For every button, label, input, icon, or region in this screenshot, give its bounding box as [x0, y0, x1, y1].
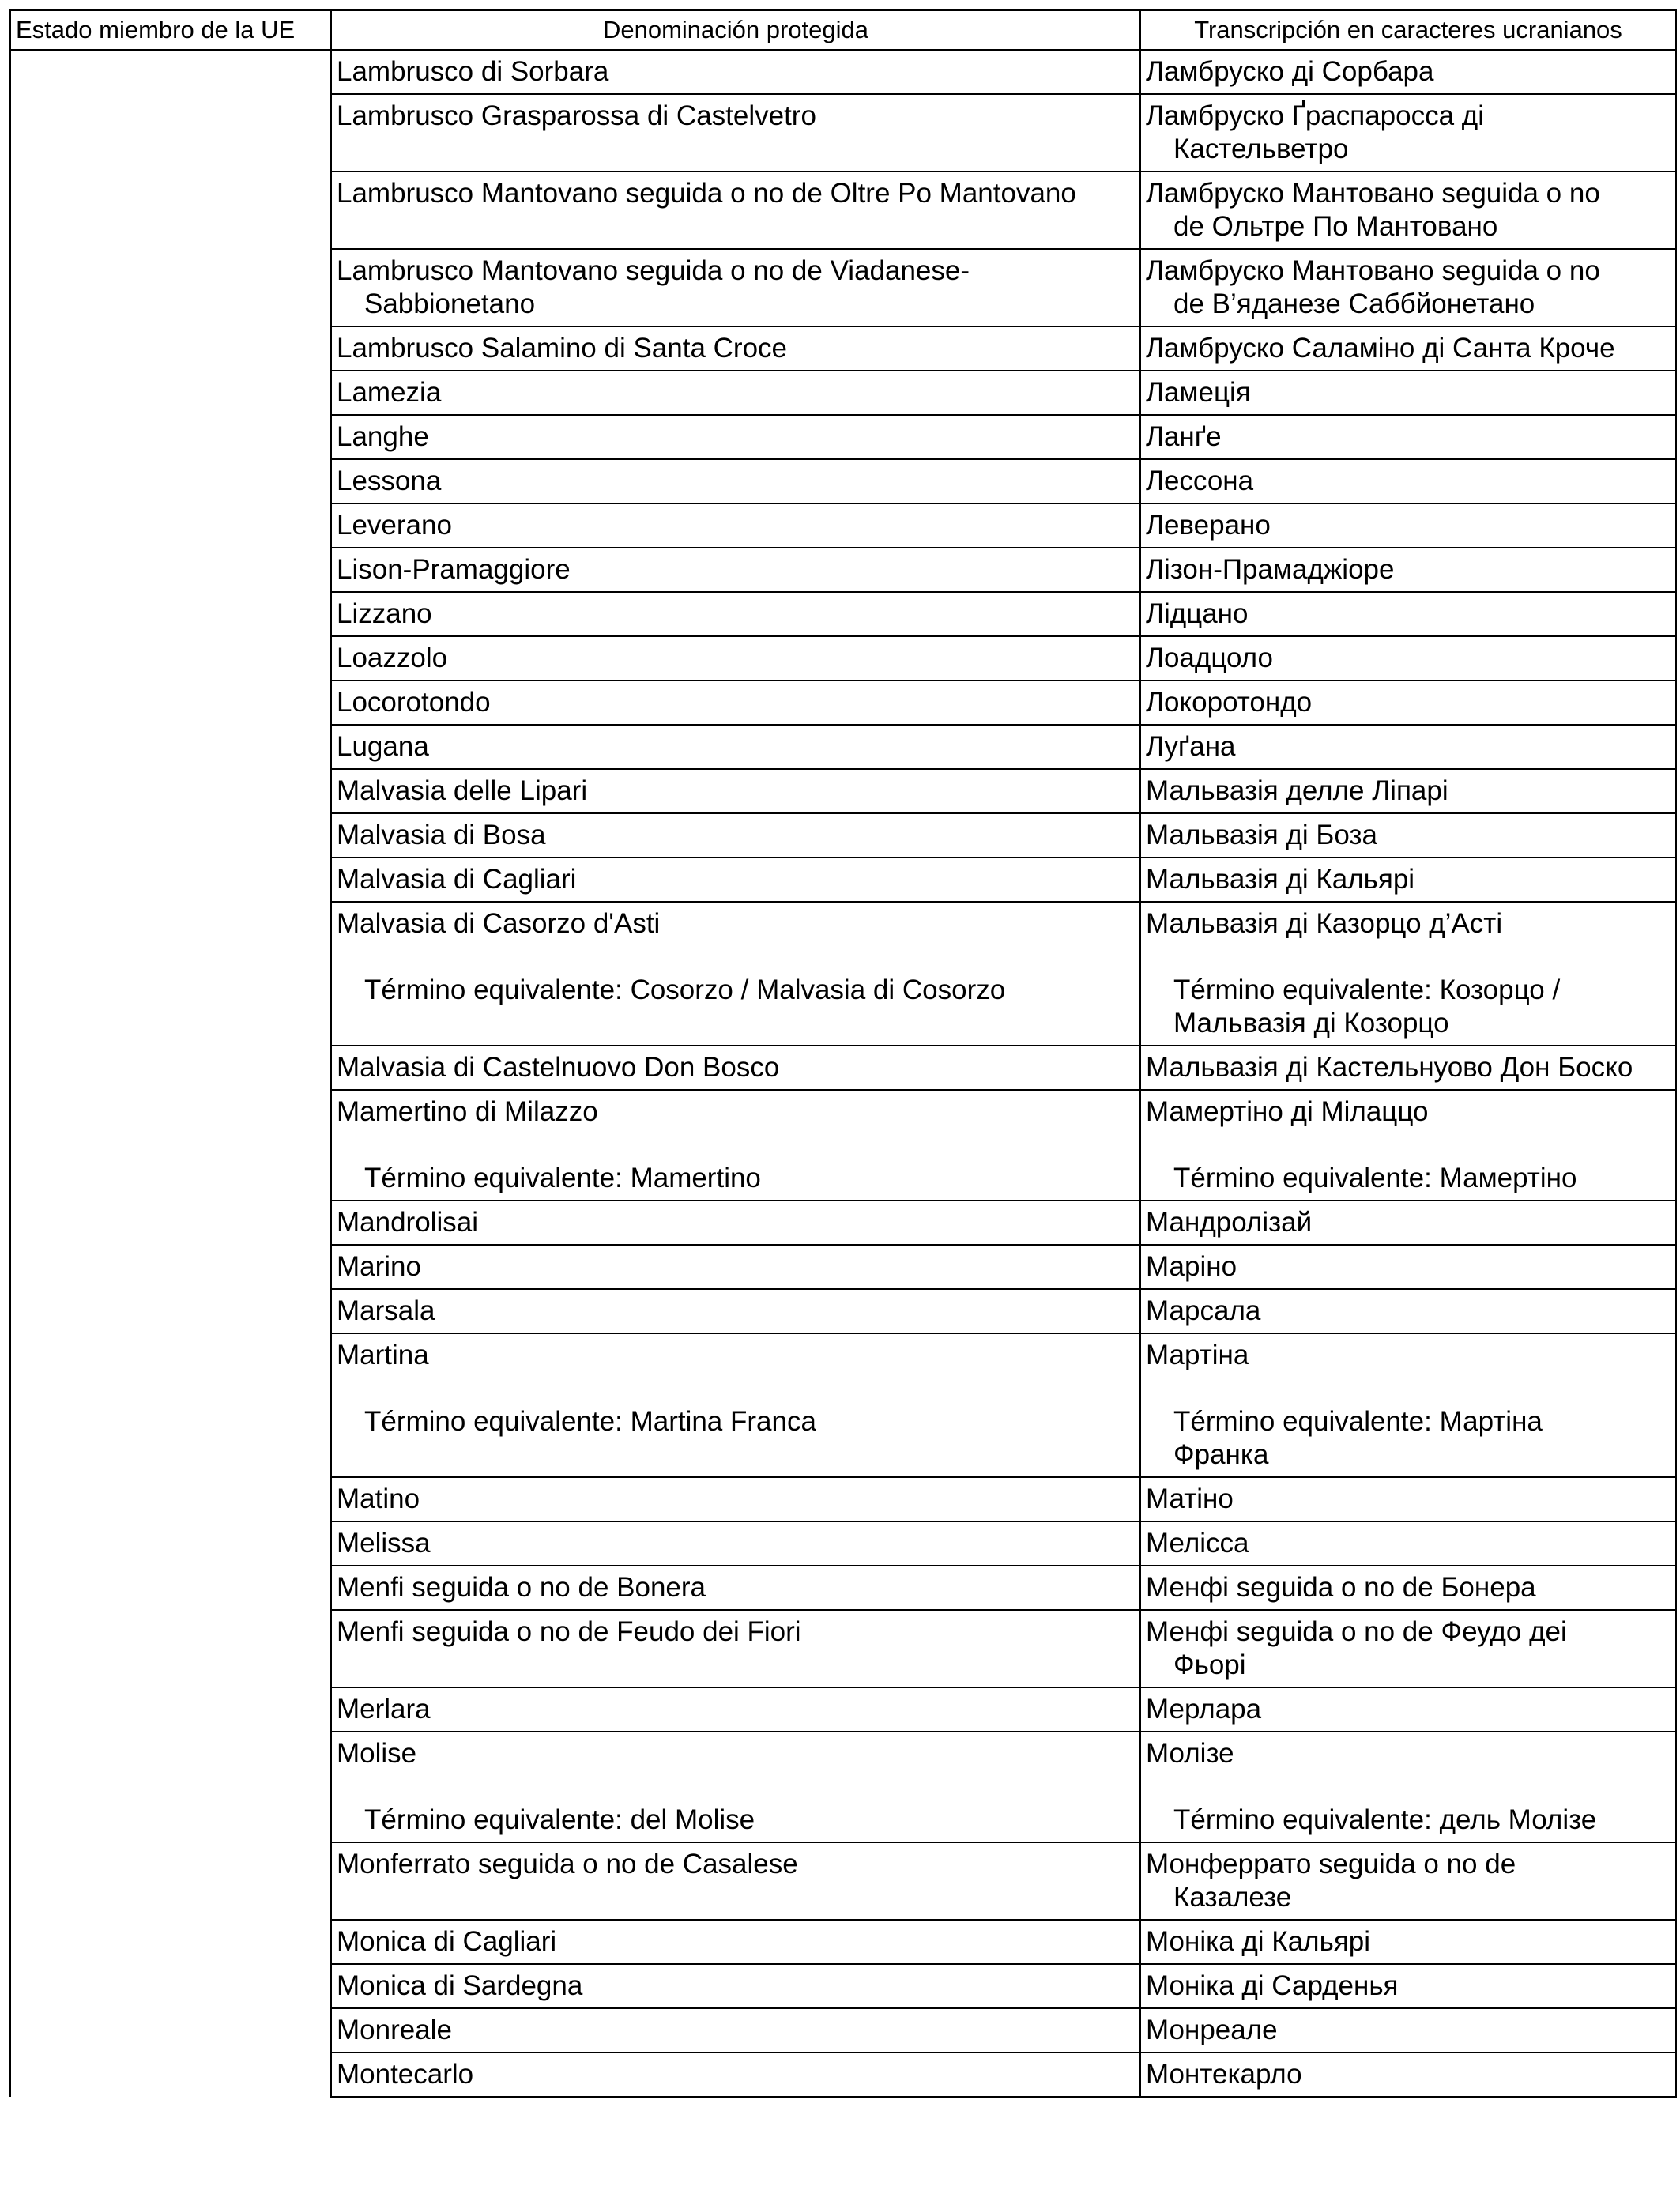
transcription-cell [1140, 1046, 1676, 1090]
denomination-cell [331, 725, 1140, 769]
denomination-cell-text: Loazzolo [337, 643, 448, 673]
transcription-cell [1140, 1090, 1676, 1201]
denomination-cell-text: Lambrusco Mantovano seguida o no de Oltre Po Mantovano [337, 178, 1076, 209]
denomination-cell [331, 858, 1140, 902]
transcription-cell [1140, 769, 1676, 813]
denomination-cell-text: Menfi seguida o no de Bonera [337, 1572, 706, 1603]
transcription-cell-text: Монреале [1146, 2015, 1278, 2045]
transcription-cell-text: Моніка ді Сарденья [1146, 1970, 1399, 2001]
denomination-cell-text: Lambrusco Grasparossa di Castelvetro [337, 100, 816, 131]
transcription-cell-text: Мамертіно ді Мілаццо [1146, 1096, 1429, 1127]
transcription-cell-text: Ланґе [1146, 421, 1222, 452]
transcription-cell [1140, 2053, 1676, 2097]
spacer [337, 941, 1136, 974]
transcription-cell-text: Ламеція [1146, 377, 1251, 408]
transcription-cell [1140, 459, 1676, 503]
denomination-cell-text: Lambrusco Salamino di Santa Croce [337, 333, 788, 364]
transcription-cell-text: Матіно [1146, 1483, 1234, 1514]
transcription-cell-text: Кастельветро [1173, 134, 1349, 164]
denomination-cell [331, 636, 1140, 680]
denomination-cell [331, 680, 1140, 725]
transcription-cell [1140, 680, 1676, 725]
equivalent-term-text: Término equivalente: del Molise [364, 1804, 755, 1835]
transcription-cell [1140, 1333, 1676, 1477]
transcription-cell [1140, 1842, 1676, 1920]
header-row [10, 10, 1676, 50]
denomination-cell-text: Lugana [337, 731, 429, 762]
table-header [10, 10, 1676, 50]
equivalent-term-text: Мальвазія ді Козорцо [1173, 1008, 1449, 1039]
transcription-cell [1140, 636, 1676, 680]
denomination-cell-text: Malvasia di Casorzo d'Asti [337, 908, 661, 939]
transcription-cell [1140, 1289, 1676, 1333]
denomination-cell-text: Mamertino di Milazzo [337, 1096, 598, 1127]
transcription-cell-text: de Ольтре По Мантовано [1173, 211, 1498, 242]
denomination-cell-text: Lison-Pramaggiore [337, 554, 571, 585]
transcription-cell [1140, 858, 1676, 902]
equivalent-term-text: Término equivalente: Martina Franca [364, 1406, 816, 1437]
denomination-cell-text: Matino [337, 1483, 420, 1514]
denomination-cell [331, 1090, 1140, 1201]
denomination-cell [331, 1610, 1140, 1687]
transcription-cell-text: Ламбруско Мантовано seguida o no [1146, 255, 1600, 286]
transcription-cell [1140, 503, 1676, 548]
transcription-cell-text: Лессона [1146, 466, 1254, 496]
denomination-cell [331, 902, 1140, 1046]
transcription-cell-text: de В’яданезе Саббйонетано [1173, 288, 1535, 319]
denomination-cell [331, 1477, 1140, 1521]
header-protected-denomination: Denominación protegida [331, 10, 1140, 50]
denomination-cell [331, 1566, 1140, 1610]
denomination-cell [331, 1333, 1140, 1477]
denomination-cell-text: Lizzano [337, 598, 432, 629]
transcription-cell-text: Менфі seguida o no de Феудо деі [1146, 1616, 1567, 1647]
equivalent-term-text: Término equivalente: Мамертіно [1173, 1163, 1577, 1193]
denomination-cell-text: Menfi seguida o no de Feudo dei Fiori [337, 1616, 801, 1647]
denomination-cell-text: Lessona [337, 466, 442, 496]
equivalent-term-text: Término equivalente: Mamertino [364, 1163, 761, 1193]
transcription-cell [1140, 902, 1676, 1046]
transcription-cell [1140, 1521, 1676, 1566]
transcription-cell [1140, 415, 1676, 459]
denomination-cell-text: Molise [337, 1738, 417, 1769]
denomination-cell [331, 1521, 1140, 1566]
transcription-cell [1140, 592, 1676, 636]
transcription-cell-text: Леверано [1146, 510, 1271, 541]
transcription-cell-text: Мальвазія ді Кальярі [1146, 864, 1415, 895]
transcription-cell-text: Моніка ді Кальярі [1146, 1926, 1371, 1957]
spacer [1146, 1770, 1672, 1804]
transcription-cell-text: Ламбруско Ґраспаросса ді [1146, 100, 1484, 131]
transcription-cell-text: Молізе [1146, 1738, 1234, 1769]
transcription-cell-text: Казалезе [1173, 1882, 1292, 1913]
transcription-cell-text: Мартіна [1146, 1340, 1249, 1370]
transcription-cell [1140, 172, 1676, 249]
transcription-cell-text: Мальвазія ді Кастельнуово Дон Боско [1146, 1052, 1633, 1083]
transcription-cell [1140, 1964, 1676, 2008]
transcription-cell [1140, 94, 1676, 172]
denomination-cell [331, 1201, 1140, 1245]
denomination-cell [331, 1687, 1140, 1732]
denomination-cell-text: Lamezia [337, 377, 442, 408]
spacer [337, 1129, 1136, 1162]
denomination-cell [331, 371, 1140, 415]
denomination-cell [331, 1289, 1140, 1333]
equivalent-term-text: Término equivalente: дель Молізе [1173, 1804, 1597, 1835]
transcription-cell-text: Луґана [1146, 731, 1236, 762]
transcription-cell-text: Локоротондо [1146, 687, 1313, 718]
denomination-cell-text: Monica di Cagliari [337, 1926, 557, 1957]
denomination-cell-text: Langhe [337, 421, 429, 452]
transcription-cell-text: Мальвазія ді Боза [1146, 820, 1377, 850]
denomination-cell-text: Malvasia di Bosa [337, 820, 546, 850]
denomination-cell [331, 94, 1140, 172]
transcription-cell [1140, 1732, 1676, 1842]
transcription-cell-text: Мелісса [1146, 1528, 1249, 1559]
denomination-cell [331, 249, 1140, 326]
transcription-cell [1140, 813, 1676, 858]
denomination-cell-text: Montecarlo [337, 2059, 474, 2090]
denomination-cell-text: Marsala [337, 1295, 435, 1326]
denomination-cell-text: Melissa [337, 1528, 431, 1559]
denomination-cell [331, 548, 1140, 592]
spacer [337, 1770, 1136, 1804]
denomination-cell [331, 769, 1140, 813]
transcription-cell [1140, 249, 1676, 326]
spacer [1146, 1372, 1672, 1405]
transcription-cell-text: Мальвазія делле Ліпарі [1146, 775, 1448, 806]
denomination-cell-text: Monferrato seguida o no de Casalese [337, 1849, 798, 1879]
denomination-cell [331, 1245, 1140, 1289]
denomination-cell [331, 415, 1140, 459]
transcription-cell [1140, 371, 1676, 415]
transcription-cell-text: Лізон-Прамаджіоре [1146, 554, 1395, 585]
denomination-cell [331, 2053, 1140, 2097]
transcription-cell-text: Мандролізай [1146, 1207, 1313, 1238]
denomination-cell-text: Leverano [337, 510, 452, 541]
transcription-cell-text: Марсала [1146, 1295, 1261, 1326]
denomination-cell-text: Malvasia di Castelnuovo Don Bosco [337, 1052, 780, 1083]
denomination-cell [331, 2008, 1140, 2053]
transcription-cell-text: Лоадцоло [1146, 643, 1273, 673]
denomination-cell [331, 1842, 1140, 1920]
transcription-cell [1140, 326, 1676, 371]
denomination-cell-text: Malvasia delle Lipari [337, 775, 588, 806]
transcription-cell-text: Мальвазія ді Казорцо д’Асті [1146, 908, 1503, 939]
transcription-cell-text: Мерлара [1146, 1694, 1262, 1725]
denomination-cell [331, 50, 1140, 94]
table-row [10, 50, 1676, 94]
transcription-cell-text: Фьорі [1173, 1649, 1246, 1680]
denomination-cell-text: Lambrusco Mantovano seguida o no de Viadanese- [337, 255, 970, 286]
denomination-cell [331, 326, 1140, 371]
denomination-cell-text: Mandrolisai [337, 1207, 478, 1238]
transcription-cell [1140, 50, 1676, 94]
equivalent-term-text: Término equivalente: Мартіна [1173, 1406, 1543, 1437]
denomination-cell-text: Sabbionetano [364, 288, 536, 319]
header-ukrainian-transcription: Transcripción en caracteres ucranianos [1140, 10, 1676, 50]
transcription-cell-text: Ламбруско Саламіно ді Санта Кроче [1146, 333, 1615, 364]
transcription-cell [1140, 2008, 1676, 2053]
transcription-cell [1140, 1566, 1676, 1610]
transcription-cell [1140, 548, 1676, 592]
transcription-cell-text: Лідцано [1146, 598, 1249, 629]
denomination-cell-text: Monica di Sardegna [337, 1970, 583, 2001]
denomination-cell-text: Monreale [337, 2015, 452, 2045]
transcription-cell [1140, 725, 1676, 769]
header-member-state: Estado miembro de la UE [10, 10, 331, 50]
table-body [10, 50, 1676, 2097]
denominations-table [9, 9, 1677, 2098]
denomination-cell [331, 1964, 1140, 2008]
denomination-cell-text: Merlara [337, 1694, 431, 1725]
transcription-cell [1140, 1610, 1676, 1687]
transcription-cell [1140, 1920, 1676, 1964]
denomination-cell-text: Locorotondo [337, 687, 491, 718]
transcription-cell-text: Монферрато seguida o no de [1146, 1849, 1516, 1879]
equivalent-term-text: Término equivalente: Козорцо / [1173, 974, 1561, 1005]
spacer [337, 1372, 1136, 1405]
denomination-cell [331, 1046, 1140, 1090]
member-state-cell [10, 50, 331, 2097]
denomination-cell [331, 1732, 1140, 1842]
denomination-cell-text: Martina [337, 1340, 429, 1370]
transcription-cell [1140, 1201, 1676, 1245]
denomination-cell [331, 1920, 1140, 1964]
spacer [1146, 1129, 1672, 1162]
denomination-cell-text: Malvasia di Cagliari [337, 864, 577, 895]
transcription-cell-text: Ламбруско Мантовано seguida o no [1146, 178, 1600, 209]
transcription-cell-text: Монтекарло [1146, 2059, 1302, 2090]
denomination-cell-text: Marino [337, 1251, 421, 1282]
denomination-cell [331, 459, 1140, 503]
transcription-cell [1140, 1477, 1676, 1521]
denomination-cell [331, 813, 1140, 858]
transcription-cell-text: Ламбруско ді Сорбара [1146, 56, 1434, 87]
denomination-cell [331, 592, 1140, 636]
equivalent-term-text: Término equivalente: Cosorzo / Malvasia di Cosorzo [364, 974, 1006, 1005]
denomination-cell [331, 503, 1140, 548]
denomination-cell-text: Lambrusco di Sorbara [337, 56, 609, 87]
transcription-cell [1140, 1687, 1676, 1732]
denomination-cell [331, 172, 1140, 249]
transcription-cell-text: Маріно [1146, 1251, 1237, 1282]
transcription-cell [1140, 1245, 1676, 1289]
equivalent-term-text: Франка [1173, 1439, 1269, 1470]
transcription-cell-text: Менфі seguida o no de Бонера [1146, 1572, 1536, 1603]
spacer [1146, 941, 1672, 974]
